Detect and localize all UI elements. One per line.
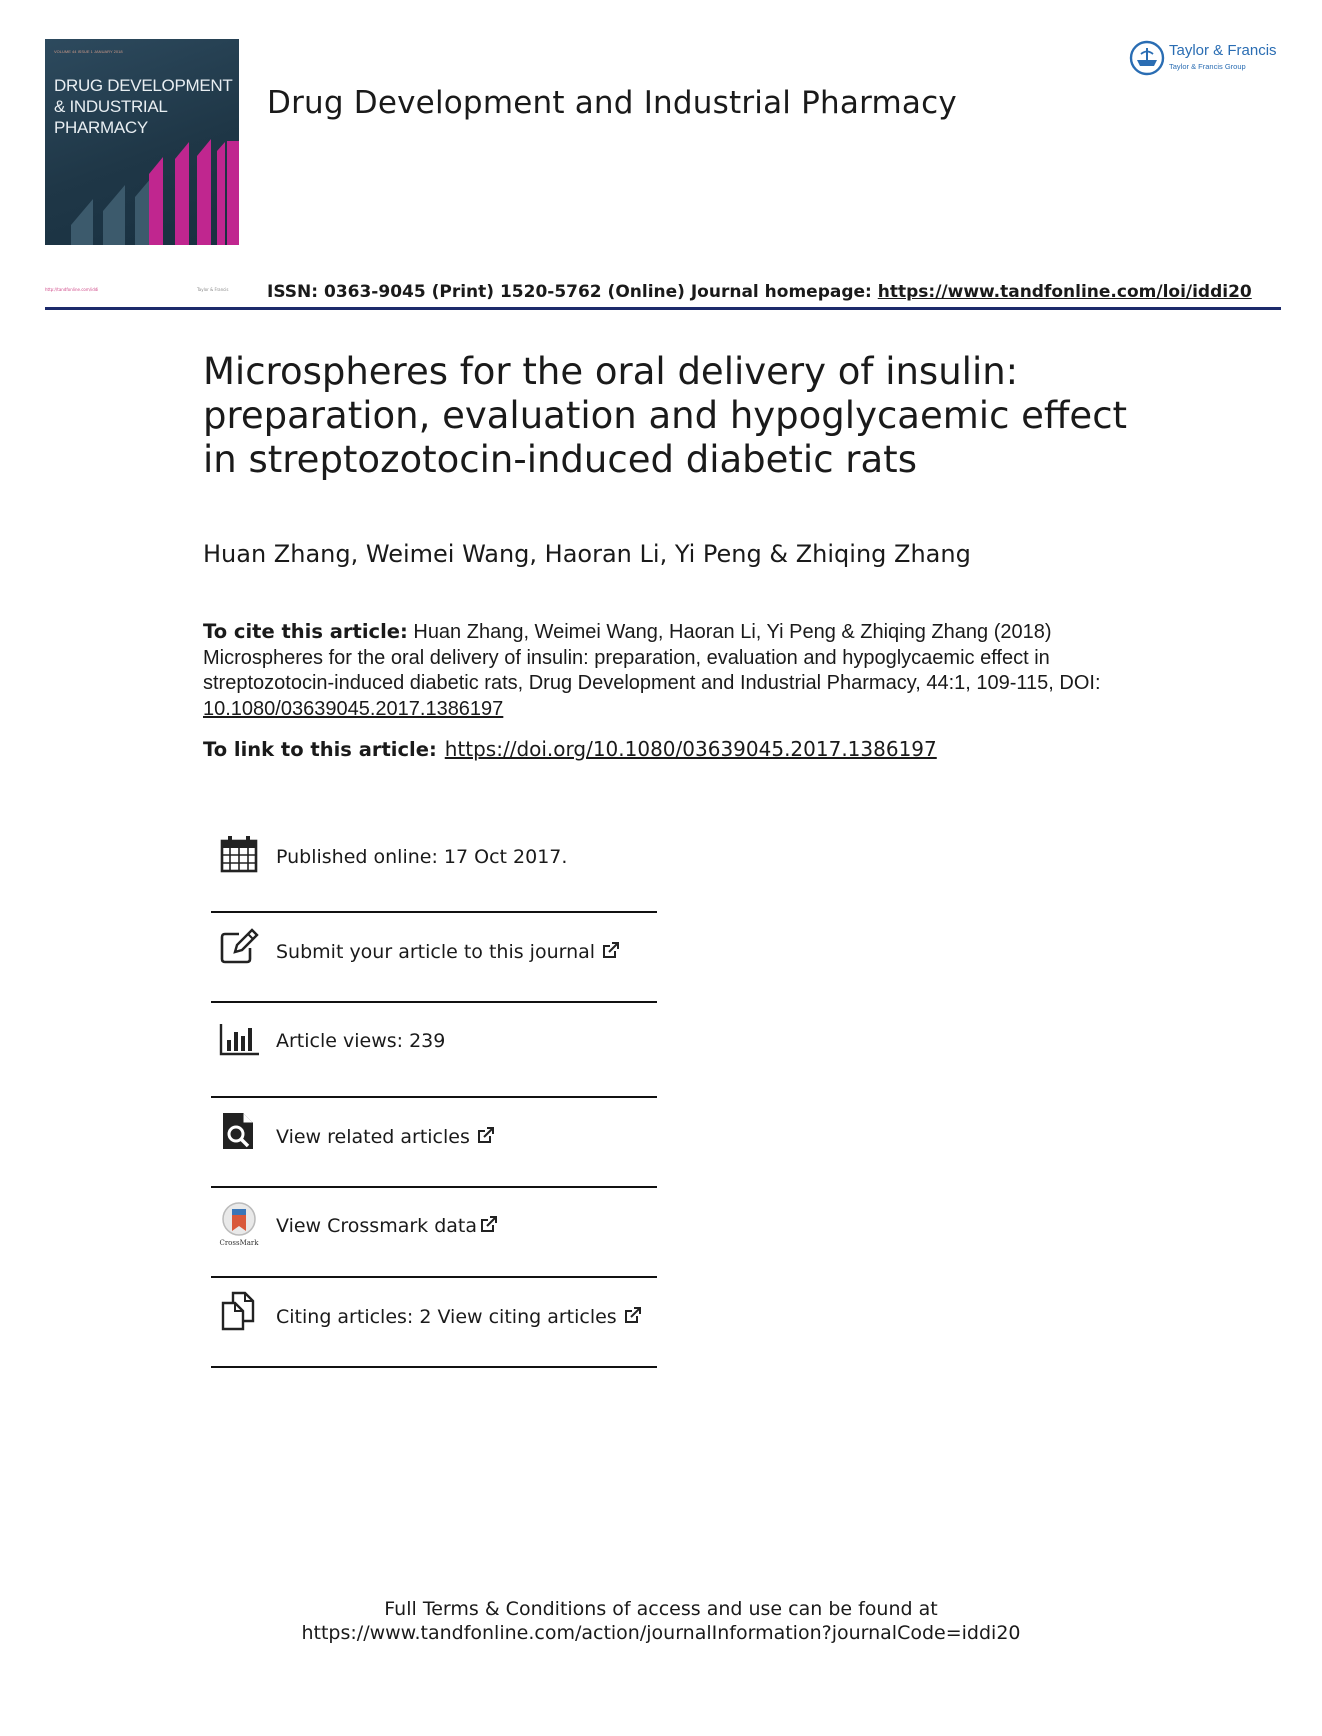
citing-articles-link[interactable] <box>276 1305 643 1328</box>
document-search-icon <box>219 1111 259 1151</box>
publisher-group: Taylor & Francis Group <box>1169 62 1246 71</box>
article-authors: Huan Zhang, Weimei Wang, Haoran Li, Yi Peng & Zhiqing Zhang <box>203 540 971 568</box>
copy-documents-icon <box>219 1291 259 1331</box>
view-crossmark-text: View Crossmark data <box>276 1215 478 1237</box>
cover-title-line: & INDUSTRIAL <box>54 97 168 116</box>
citation-block <box>203 619 1123 722</box>
issn-text: ISSN: 0363-9045 (Print) 1520-5762 (Online) Journal homepage: <box>267 282 878 302</box>
view-crossmark-link[interactable] <box>276 1214 499 1237</box>
cover-title-line: DRUG DEVELOPMENT <box>54 76 233 95</box>
views-row <box>211 1002 657 1090</box>
submit-article-text: Submit your article to this journal <box>276 941 596 963</box>
citation-text: Huan Zhang, Weimei Wang, Haoran Li, Yi Peng & Zhiqing Zhang (2018) Microspheres for the oral delivery of insulin: preparation, evaluation and hypoglycaemic effect in streptozotocin-induced diabetic rats, Drug Development and Industrial Pharmacy, 44:1, 109-115, DOI: <box>203 621 1101 694</box>
submit-row[interactable] <box>211 912 657 1000</box>
edit-icon <box>219 926 259 966</box>
cover-top-text: VOLUME 44 ISSUE 1 JANUARY 2018 <box>54 49 123 54</box>
external-link-icon <box>601 940 621 960</box>
header-divider <box>45 307 1281 310</box>
issn-line <box>267 282 1252 302</box>
calendar-icon <box>219 834 259 874</box>
crossmark-row[interactable] <box>211 1187 657 1275</box>
tiny-publisher-mark: Taylor & Francis <box>197 287 229 292</box>
article-views-text: Article views: 239 <box>276 1030 446 1052</box>
crossmark-logo-text: CrossMark <box>219 1239 259 1247</box>
external-link-icon <box>479 1214 499 1234</box>
published-row <box>211 812 657 900</box>
footer-terms-link[interactable]: https://www.tandfonline.com/action/journalInformation?journalCode=iddi20 <box>301 1622 1021 1644</box>
journal-cover <box>45 39 239 245</box>
view-related-articles-link[interactable] <box>276 1125 496 1148</box>
article-doi-link[interactable]: https://doi.org/10.1080/03639045.2017.1386197 <box>444 737 937 761</box>
tiny-url-text: http://tandfonline.com/iddi <box>45 287 99 292</box>
journal-title: Drug Development and Industrial Pharmacy <box>267 85 957 121</box>
journal-homepage-link[interactable]: https://www.tandfonline.com/loi/iddi20 <box>877 282 1252 302</box>
article-link-label: To link to this article: <box>203 738 437 761</box>
bar-chart-icon <box>219 1018 259 1058</box>
view-related-articles-text: View related articles <box>276 1126 470 1148</box>
external-link-icon <box>623 1305 643 1325</box>
external-link-icon <box>476 1125 496 1145</box>
cover-title-line: PHARMACY <box>54 118 148 137</box>
citing-row[interactable] <box>211 1277 657 1365</box>
citation-doi-link[interactable]: 10.1080/03639045.2017.1386197 <box>203 697 504 720</box>
crossmark-icon <box>219 1201 259 1247</box>
citing-articles-text: Citing articles: 2 View citing articles <box>276 1306 617 1328</box>
published-online-text: Published online: 17 Oct 2017. <box>276 846 568 868</box>
article-title: Microspheres for the oral delivery of insulin: preparation, evaluation and hypoglycaemic effect in streptozotocin-induced diabetic rats <box>203 350 1128 481</box>
publisher-name: Taylor & Francis <box>1169 42 1277 59</box>
row-divider <box>211 1366 657 1368</box>
submit-article-link[interactable] <box>276 940 621 963</box>
footer-terms-text: Full Terms & Conditions of access and use can be found at <box>384 1598 938 1620</box>
article-link-row <box>203 737 937 761</box>
citation-label: To cite this article: <box>203 620 408 643</box>
related-row[interactable] <box>211 1097 657 1185</box>
cover-stripes-graphic <box>45 39 239 245</box>
